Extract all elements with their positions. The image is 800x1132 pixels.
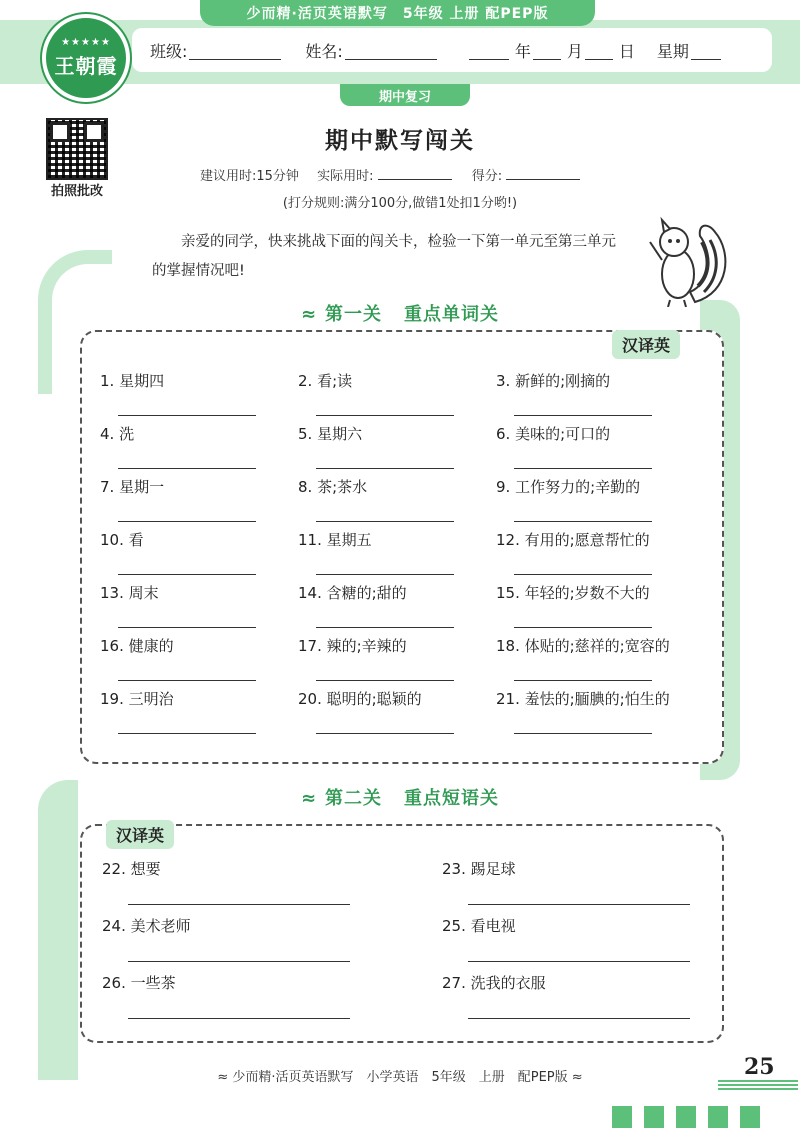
page-footer: ≈ 少而精·活页英语默写 小学英语 5年级 上册 配PEP版 ≈ xyxy=(217,1070,583,1085)
answer-line[interactable] xyxy=(468,961,690,962)
answer-line[interactable] xyxy=(118,468,256,469)
qr-label: 拍照批改 xyxy=(50,184,103,199)
intro-text: 亲爱的同学，快来挑战下面的闯关卡，检验一下第一单元至第三单元的掌握情况吧! xyxy=(152,234,616,279)
word-prompt: 21. 羞怯的;腼腆的;怕生的 xyxy=(496,690,670,708)
answer-line[interactable] xyxy=(118,627,256,628)
answer-line[interactable] xyxy=(316,415,454,416)
answer-line[interactable] xyxy=(514,574,652,575)
answer-line[interactable] xyxy=(316,627,454,628)
word-prompt: 2. 看;读 xyxy=(298,372,353,390)
phrase-prompt: 22. 想要 xyxy=(102,860,161,878)
year-label: 年 xyxy=(514,41,531,61)
answer-line[interactable] xyxy=(514,468,652,469)
month-label: 月 xyxy=(566,41,583,61)
answer-line[interactable] xyxy=(118,680,256,681)
page-number: 25 xyxy=(744,1054,775,1080)
word-prompt: 1. 星期四 xyxy=(100,372,165,390)
name-label: 姓名: xyxy=(305,41,343,61)
class-label: 班级: xyxy=(150,41,188,61)
answer-line[interactable] xyxy=(468,1018,690,1019)
weekday-field[interactable] xyxy=(691,41,721,60)
name-field[interactable] xyxy=(345,41,437,60)
section1-name: 重点单词关 xyxy=(404,304,500,325)
answer-line[interactable] xyxy=(118,415,256,416)
phrase-prompt: 23. 踢足球 xyxy=(442,860,516,878)
answer-line[interactable] xyxy=(118,574,256,575)
score-label: 得分: xyxy=(471,169,503,184)
year-field[interactable] xyxy=(469,41,509,60)
phrase-prompt: 24. 美术老师 xyxy=(102,917,191,935)
decor-bars xyxy=(612,1106,772,1132)
weekday-label: 星期 xyxy=(656,41,689,61)
word-prompt: 17. 辣的;辛辣的 xyxy=(298,637,407,655)
phrase-prompt: 26. 一些茶 xyxy=(102,974,176,992)
student-info-box xyxy=(132,28,772,72)
logo-text: 王朝霞 xyxy=(54,54,118,78)
answer-line[interactable] xyxy=(118,733,256,734)
word-prompt: 3. 新鲜的;刚摘的 xyxy=(496,372,611,390)
answer-line[interactable] xyxy=(128,1018,350,1019)
answer-line[interactable] xyxy=(316,468,454,469)
word-prompt: 6. 美味的;可口的 xyxy=(496,425,611,443)
scoring-rule: (打分规则:满分100分,做错1处扣1分哟!) xyxy=(282,196,518,211)
word-prompt: 9. 工作努力的;辛勤的 xyxy=(496,478,641,496)
section1-badge: 汉译英 xyxy=(612,330,680,359)
word-prompt: 20. 聪明的;聪颖的 xyxy=(298,690,422,708)
squirrel-icon xyxy=(640,212,730,307)
answer-line[interactable] xyxy=(118,521,256,522)
decor-stripe xyxy=(718,1080,798,1090)
phrase-prompt: 25. 看电视 xyxy=(442,917,516,935)
day-field[interactable] xyxy=(585,41,613,60)
word-prompt: 16. 健康的 xyxy=(100,637,174,655)
actual-time-field[interactable] xyxy=(378,165,452,180)
wave-icon: ≈ xyxy=(300,304,318,325)
word-prompt: 7. 星期一 xyxy=(100,478,165,496)
section2-badge: 汉译英 xyxy=(106,820,174,849)
answer-line[interactable] xyxy=(514,415,652,416)
section1-level: 第一关 xyxy=(325,304,383,325)
page-title: 期中默写闯关 xyxy=(325,128,475,154)
answer-line[interactable] xyxy=(514,733,652,734)
phrase-prompt: 27. 洗我的衣服 xyxy=(442,974,546,992)
suggested-time: 建议用时:15分钟 xyxy=(200,169,299,184)
section1-header xyxy=(0,300,800,326)
answer-line[interactable] xyxy=(514,627,652,628)
answer-line[interactable] xyxy=(128,961,350,962)
word-prompt: 10. 看 xyxy=(100,531,144,549)
wave-icon: ≈ xyxy=(300,788,318,809)
word-prompt: 19. 三明治 xyxy=(100,690,174,708)
publisher-logo xyxy=(42,14,130,102)
book-banner: 少而精·活页英语默写 5年级 上册 配PEP版 xyxy=(200,0,595,26)
answer-line[interactable] xyxy=(514,521,652,522)
word-prompt: 5. 星期六 xyxy=(298,425,363,443)
answer-line[interactable] xyxy=(468,904,690,905)
answer-line[interactable] xyxy=(316,680,454,681)
word-prompt: 11. 星期五 xyxy=(298,531,372,549)
month-field[interactable] xyxy=(533,41,561,60)
word-prompt: 15. 年轻的;岁数不大的 xyxy=(496,584,650,602)
decor-curve-left-lower xyxy=(38,780,78,1080)
score-field[interactable] xyxy=(506,165,580,180)
answer-line[interactable] xyxy=(316,574,454,575)
day-label: 日 xyxy=(618,41,635,61)
word-prompt: 14. 含糖的;甜的 xyxy=(298,584,407,602)
logo-stars: ★★★★★ xyxy=(61,37,111,48)
word-prompt: 12. 有用的;愿意帮忙的 xyxy=(496,531,650,549)
answer-line[interactable] xyxy=(316,733,454,734)
answer-line[interactable] xyxy=(128,904,350,905)
word-prompt: 18. 体贴的;慈祥的;宽容的 xyxy=(496,637,670,655)
answer-line[interactable] xyxy=(514,680,652,681)
word-prompt: 4. 洗 xyxy=(100,425,135,443)
actual-time-label: 实际用时: xyxy=(317,169,374,184)
section2-name: 重点短语关 xyxy=(404,788,500,809)
section2-header xyxy=(0,784,800,810)
section-tab: 期中复习 xyxy=(340,84,470,106)
word-prompt: 8. 茶;茶水 xyxy=(298,478,368,496)
word-prompt: 13. 周末 xyxy=(100,584,159,602)
answer-line[interactable] xyxy=(316,521,454,522)
section2-level: 第二关 xyxy=(325,788,383,809)
class-field[interactable] xyxy=(189,41,281,60)
timer-row xyxy=(200,165,596,184)
